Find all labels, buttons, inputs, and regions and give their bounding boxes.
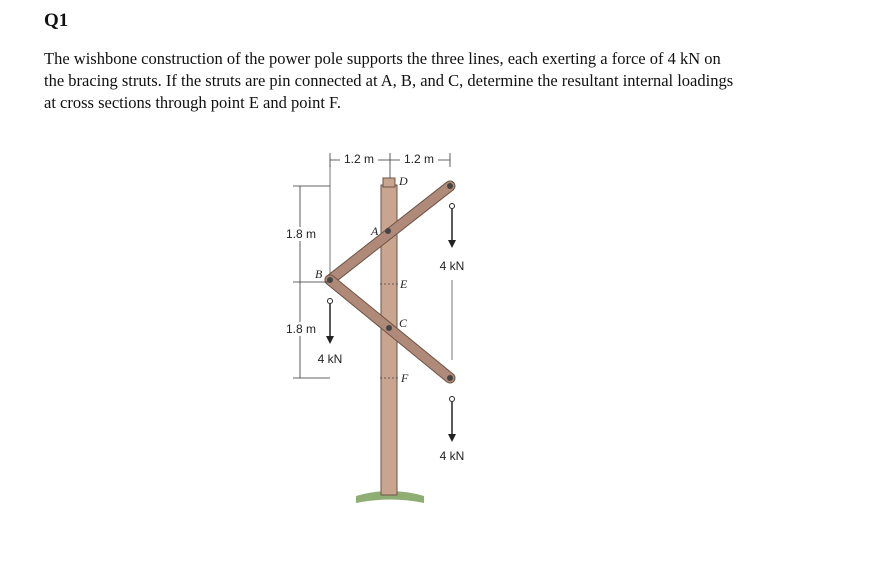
point-label-d: D	[399, 174, 408, 188]
point-label-b: B	[315, 267, 323, 281]
dimension-lower-vertical: 1.8 m	[285, 322, 317, 336]
point-label-c: C	[399, 316, 408, 330]
strut-end-top	[447, 183, 453, 189]
question-line-3: at cross sections through point E and point F.	[44, 93, 342, 112]
dimension-top-right: 1.2 m	[403, 152, 435, 166]
load-hook-left	[328, 299, 333, 304]
load-label-left: 4 kN	[317, 352, 343, 366]
strut-end-bottom	[447, 375, 453, 381]
point-label-e: E	[400, 277, 408, 291]
question-number: Q1	[44, 10, 69, 31]
pole-top-bracket	[383, 178, 395, 187]
load-hook-upper-right	[450, 204, 455, 209]
load-hook-lower-right	[450, 397, 455, 402]
question-line-1: The wishbone construction of the power pole supports the three lines, each exerting a force of 4 kN on	[44, 49, 721, 68]
load-label-lower-right: 4 kN	[439, 449, 465, 463]
load-label-upper-right: 4 kN	[439, 259, 465, 273]
question-line-2: the bracing struts. If the struts are pin connected at A, B, and C, determine the resultant internal loadings	[44, 71, 734, 90]
dimension-upper-vertical: 1.8 m	[285, 227, 317, 241]
pin-a	[385, 228, 391, 234]
point-label-f: F	[401, 371, 409, 385]
point-label-a: A	[371, 224, 379, 238]
pin-c	[386, 325, 392, 331]
dimension-top-left: 1.2 m	[343, 152, 375, 166]
